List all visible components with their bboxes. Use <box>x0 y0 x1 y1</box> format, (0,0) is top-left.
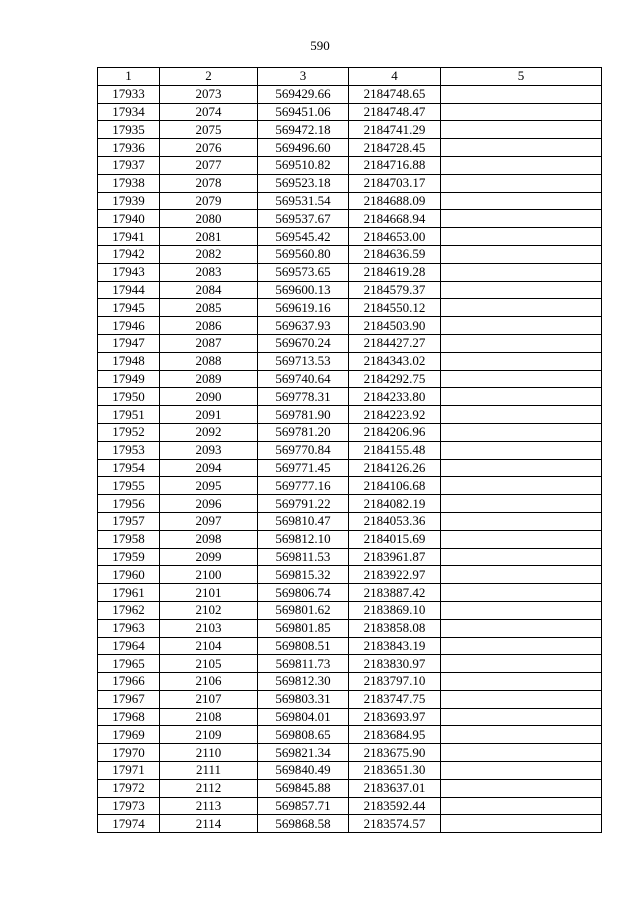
table-cell: 569821.34 <box>258 744 349 762</box>
table-row <box>98 512 602 530</box>
table-cell <box>441 245 602 263</box>
table-cell: 569803.31 <box>258 690 349 708</box>
table-cell: 2183693.97 <box>349 708 441 726</box>
table-cell: 569496.60 <box>258 139 349 157</box>
table-cell: 2184053.36 <box>349 512 441 530</box>
table-cell <box>441 655 602 673</box>
table-cell: 2108 <box>160 708 258 726</box>
table-cell: 2076 <box>160 139 258 157</box>
table-cell: 17945 <box>98 299 160 317</box>
table-cell: 2090 <box>160 388 258 406</box>
table-cell: 569545.42 <box>258 228 349 246</box>
table-cell: 17973 <box>98 797 160 815</box>
table-cell: 17934 <box>98 103 160 121</box>
table-row <box>98 423 602 441</box>
table-cell: 569868.58 <box>258 815 349 833</box>
table-cell: 569637.93 <box>258 317 349 335</box>
table-cell: 2184206.96 <box>349 423 441 441</box>
table-cell: 17936 <box>98 139 160 157</box>
table-cell: 569845.88 <box>258 779 349 797</box>
table-cell: 2183858.08 <box>349 619 441 637</box>
table-cell: 2099 <box>160 548 258 566</box>
table-cell: 2103 <box>160 619 258 637</box>
table-cell: 2080 <box>160 210 258 228</box>
table-row <box>98 690 602 708</box>
table-cell: 569804.01 <box>258 708 349 726</box>
table-cell: 569815.32 <box>258 566 349 584</box>
table-cell: 2184292.75 <box>349 370 441 388</box>
table-cell: 569812.10 <box>258 530 349 548</box>
table-row <box>98 406 602 424</box>
table-cell <box>441 210 602 228</box>
table-cell: 2183922.97 <box>349 566 441 584</box>
table-cell: 17963 <box>98 619 160 637</box>
table-cell: 17956 <box>98 495 160 513</box>
column-header: 1 <box>98 68 160 86</box>
table-row <box>98 263 602 281</box>
table-row <box>98 459 602 477</box>
table-cell: 2184619.28 <box>349 263 441 281</box>
table-row <box>98 673 602 691</box>
table-cell: 2183830.97 <box>349 655 441 673</box>
table-cell: 2184579.37 <box>349 281 441 299</box>
table-cell <box>441 441 602 459</box>
table-cell: 2109 <box>160 726 258 744</box>
table-row <box>98 548 602 566</box>
table-cell: 2183684.95 <box>349 726 441 744</box>
table-cell <box>441 637 602 655</box>
table-cell <box>441 673 602 691</box>
table-row <box>98 477 602 495</box>
table-row <box>98 637 602 655</box>
table-cell: 569781.20 <box>258 423 349 441</box>
table-cell: 569840.49 <box>258 762 349 780</box>
table-cell: 569801.62 <box>258 601 349 619</box>
table-row <box>98 281 602 299</box>
table-cell: 2184155.48 <box>349 441 441 459</box>
table-cell: 2085 <box>160 299 258 317</box>
table-cell: 569808.51 <box>258 637 349 655</box>
table-cell: 2184688.09 <box>349 192 441 210</box>
table-cell <box>441 495 602 513</box>
table-cell <box>441 406 602 424</box>
table-cell: 569510.82 <box>258 156 349 174</box>
table-cell: 2102 <box>160 601 258 619</box>
table-row <box>98 619 602 637</box>
table-cell <box>441 690 602 708</box>
table-cell: 2183637.01 <box>349 779 441 797</box>
table-cell: 569781.90 <box>258 406 349 424</box>
table-cell: 2183574.57 <box>349 815 441 833</box>
table-row <box>98 85 602 103</box>
table-row <box>98 156 602 174</box>
table-cell: 2184728.45 <box>349 139 441 157</box>
table-cell: 2184703.17 <box>349 174 441 192</box>
table-cell: 2079 <box>160 192 258 210</box>
table-row <box>98 388 602 406</box>
table-cell: 2113 <box>160 797 258 815</box>
table-cell: 2183843.19 <box>349 637 441 655</box>
table-row <box>98 566 602 584</box>
table-cell <box>441 281 602 299</box>
table-cell: 2074 <box>160 103 258 121</box>
table-cell <box>441 548 602 566</box>
table-cell <box>441 121 602 139</box>
table-cell: 2091 <box>160 406 258 424</box>
table-cell: 2096 <box>160 495 258 513</box>
table-cell: 2184343.02 <box>349 352 441 370</box>
table-cell: 2104 <box>160 637 258 655</box>
table-cell: 2184716.88 <box>349 156 441 174</box>
table-cell: 569531.54 <box>258 192 349 210</box>
table-row <box>98 815 602 833</box>
table-cell: 569560.80 <box>258 245 349 263</box>
table-cell: 569600.13 <box>258 281 349 299</box>
table-cell: 569806.74 <box>258 584 349 602</box>
table-cell: 569670.24 <box>258 334 349 352</box>
table-cell: 17954 <box>98 459 160 477</box>
table-row <box>98 655 602 673</box>
table-cell <box>441 566 602 584</box>
table-cell <box>441 477 602 495</box>
table-cell: 17946 <box>98 317 160 335</box>
table-cell: 2183797.10 <box>349 673 441 691</box>
table-cell: 17937 <box>98 156 160 174</box>
table-cell <box>441 601 602 619</box>
table-cell <box>441 459 602 477</box>
table-cell <box>441 334 602 352</box>
table-cell: 569801.85 <box>258 619 349 637</box>
table-cell <box>441 388 602 406</box>
table-cell: 17947 <box>98 334 160 352</box>
table-cell: 569619.16 <box>258 299 349 317</box>
table-cell: 17939 <box>98 192 160 210</box>
table-cell: 17952 <box>98 423 160 441</box>
table-row <box>98 192 602 210</box>
table-cell <box>441 103 602 121</box>
table-cell: 569771.45 <box>258 459 349 477</box>
page-number: 590 <box>310 38 330 53</box>
table-cell <box>441 726 602 744</box>
column-header: 2 <box>160 68 258 86</box>
table-cell: 17953 <box>98 441 160 459</box>
table-cell: 569812.30 <box>258 673 349 691</box>
table-cell <box>441 584 602 602</box>
table-cell: 569808.65 <box>258 726 349 744</box>
table-cell: 17944 <box>98 281 160 299</box>
table-cell: 569523.18 <box>258 174 349 192</box>
table-row <box>98 762 602 780</box>
table-cell: 17941 <box>98 228 160 246</box>
table-row <box>98 495 602 513</box>
table-cell: 17951 <box>98 406 160 424</box>
table-row <box>98 708 602 726</box>
table-row <box>98 317 602 335</box>
table-cell: 2106 <box>160 673 258 691</box>
table-cell: 2184015.69 <box>349 530 441 548</box>
table-cell <box>441 139 602 157</box>
table-cell: 17958 <box>98 530 160 548</box>
table-cell: 2183747.75 <box>349 690 441 708</box>
table-cell <box>441 156 602 174</box>
table-cell: 17972 <box>98 779 160 797</box>
table-row <box>98 352 602 370</box>
table-header-row <box>98 68 602 86</box>
table-cell: 17959 <box>98 548 160 566</box>
table-cell: 569778.31 <box>258 388 349 406</box>
table-cell: 2078 <box>160 174 258 192</box>
table-row <box>98 103 602 121</box>
table-cell: 569713.53 <box>258 352 349 370</box>
table-cell: 569810.47 <box>258 512 349 530</box>
table-cell <box>441 317 602 335</box>
table-cell <box>441 423 602 441</box>
table-cell: 2184503.90 <box>349 317 441 335</box>
table-cell: 17949 <box>98 370 160 388</box>
table-cell <box>441 744 602 762</box>
table-cell <box>441 797 602 815</box>
table-cell: 2101 <box>160 584 258 602</box>
table-cell: 2073 <box>160 85 258 103</box>
coordinates-table <box>97 67 602 833</box>
table-cell: 569811.53 <box>258 548 349 566</box>
table-cell: 2184653.00 <box>349 228 441 246</box>
table-cell: 17935 <box>98 121 160 139</box>
table-row <box>98 370 602 388</box>
table-cell: 2183869.10 <box>349 601 441 619</box>
table-cell: 2184741.29 <box>349 121 441 139</box>
table-row <box>98 245 602 263</box>
table-cell <box>441 530 602 548</box>
table-cell <box>441 174 602 192</box>
table-cell: 17962 <box>98 601 160 619</box>
table-cell: 17964 <box>98 637 160 655</box>
table-row <box>98 334 602 352</box>
table-body <box>98 85 602 832</box>
table-cell: 17967 <box>98 690 160 708</box>
table-cell <box>441 619 602 637</box>
table-cell <box>441 815 602 833</box>
table-cell: 2184126.26 <box>349 459 441 477</box>
table-cell: 569472.18 <box>258 121 349 139</box>
table-cell: 2111 <box>160 762 258 780</box>
table-cell: 2087 <box>160 334 258 352</box>
table-row <box>98 210 602 228</box>
table-cell <box>441 299 602 317</box>
table-cell: 2183961.87 <box>349 548 441 566</box>
table-cell <box>441 762 602 780</box>
table-cell: 2183675.90 <box>349 744 441 762</box>
table-cell: 17943 <box>98 263 160 281</box>
table-cell: 17942 <box>98 245 160 263</box>
table-cell: 2183887.42 <box>349 584 441 602</box>
table-cell: 2184550.12 <box>349 299 441 317</box>
table-cell: 569811.73 <box>258 655 349 673</box>
table-cell: 17969 <box>98 726 160 744</box>
table-cell: 2095 <box>160 477 258 495</box>
table-row <box>98 601 602 619</box>
table-row <box>98 779 602 797</box>
table-cell: 2093 <box>160 441 258 459</box>
table-row <box>98 530 602 548</box>
table-cell <box>441 192 602 210</box>
table-row <box>98 744 602 762</box>
table-cell: 2094 <box>160 459 258 477</box>
table-cell: 17960 <box>98 566 160 584</box>
table-cell: 2184636.59 <box>349 245 441 263</box>
table-cell <box>441 228 602 246</box>
table-cell <box>441 263 602 281</box>
table-cell: 569791.22 <box>258 495 349 513</box>
table-row <box>98 441 602 459</box>
table-cell: 17948 <box>98 352 160 370</box>
table-cell: 2081 <box>160 228 258 246</box>
table-row <box>98 299 602 317</box>
table-row <box>98 174 602 192</box>
column-header: 4 <box>349 68 441 86</box>
table-cell: 17968 <box>98 708 160 726</box>
table-cell: 569537.67 <box>258 210 349 228</box>
column-header: 5 <box>441 68 602 86</box>
table-cell: 2114 <box>160 815 258 833</box>
table-cell: 2105 <box>160 655 258 673</box>
table-cell: 17974 <box>98 815 160 833</box>
table-cell: 569451.06 <box>258 103 349 121</box>
table-cell: 569777.16 <box>258 477 349 495</box>
table-cell: 2183651.30 <box>349 762 441 780</box>
table-cell: 569740.64 <box>258 370 349 388</box>
table-cell <box>441 370 602 388</box>
table-cell: 2083 <box>160 263 258 281</box>
table-cell: 17971 <box>98 762 160 780</box>
table-cell: 569573.65 <box>258 263 349 281</box>
table-cell: 17970 <box>98 744 160 762</box>
table-cell: 2098 <box>160 530 258 548</box>
table-cell: 2084 <box>160 281 258 299</box>
table-cell: 17957 <box>98 512 160 530</box>
table-cell: 2184106.68 <box>349 477 441 495</box>
table-cell: 569857.71 <box>258 797 349 815</box>
table-row <box>98 726 602 744</box>
table-row <box>98 228 602 246</box>
table-cell: 17961 <box>98 584 160 602</box>
table-row <box>98 797 602 815</box>
table-cell: 2082 <box>160 245 258 263</box>
table-cell: 569429.66 <box>258 85 349 103</box>
table-cell: 17938 <box>98 174 160 192</box>
table-cell: 2075 <box>160 121 258 139</box>
table-cell <box>441 85 602 103</box>
table-cell: 2184082.19 <box>349 495 441 513</box>
table-cell: 2089 <box>160 370 258 388</box>
table-cell: 2100 <box>160 566 258 584</box>
table-cell: 2077 <box>160 156 258 174</box>
table-cell: 17950 <box>98 388 160 406</box>
table-cell: 2183592.44 <box>349 797 441 815</box>
table-row <box>98 121 602 139</box>
table-cell: 17933 <box>98 85 160 103</box>
table-cell: 2107 <box>160 690 258 708</box>
table-cell: 17965 <box>98 655 160 673</box>
table-cell: 17940 <box>98 210 160 228</box>
table-cell: 2088 <box>160 352 258 370</box>
table-cell: 2184427.27 <box>349 334 441 352</box>
table-cell: 17966 <box>98 673 160 691</box>
table-cell <box>441 779 602 797</box>
table-row <box>98 139 602 157</box>
table-cell: 2112 <box>160 779 258 797</box>
table-cell: 2110 <box>160 744 258 762</box>
table-cell <box>441 708 602 726</box>
table-cell: 17955 <box>98 477 160 495</box>
table-cell: 2184223.92 <box>349 406 441 424</box>
table-cell: 2092 <box>160 423 258 441</box>
table-cell: 2184748.47 <box>349 103 441 121</box>
table-cell <box>441 512 602 530</box>
column-header: 3 <box>258 68 349 86</box>
table-cell: 2184748.65 <box>349 85 441 103</box>
table-cell: 2097 <box>160 512 258 530</box>
table-cell: 2184668.94 <box>349 210 441 228</box>
table-cell: 2184233.80 <box>349 388 441 406</box>
table-cell <box>441 352 602 370</box>
table-cell: 2086 <box>160 317 258 335</box>
table-cell: 569770.84 <box>258 441 349 459</box>
table-row <box>98 584 602 602</box>
